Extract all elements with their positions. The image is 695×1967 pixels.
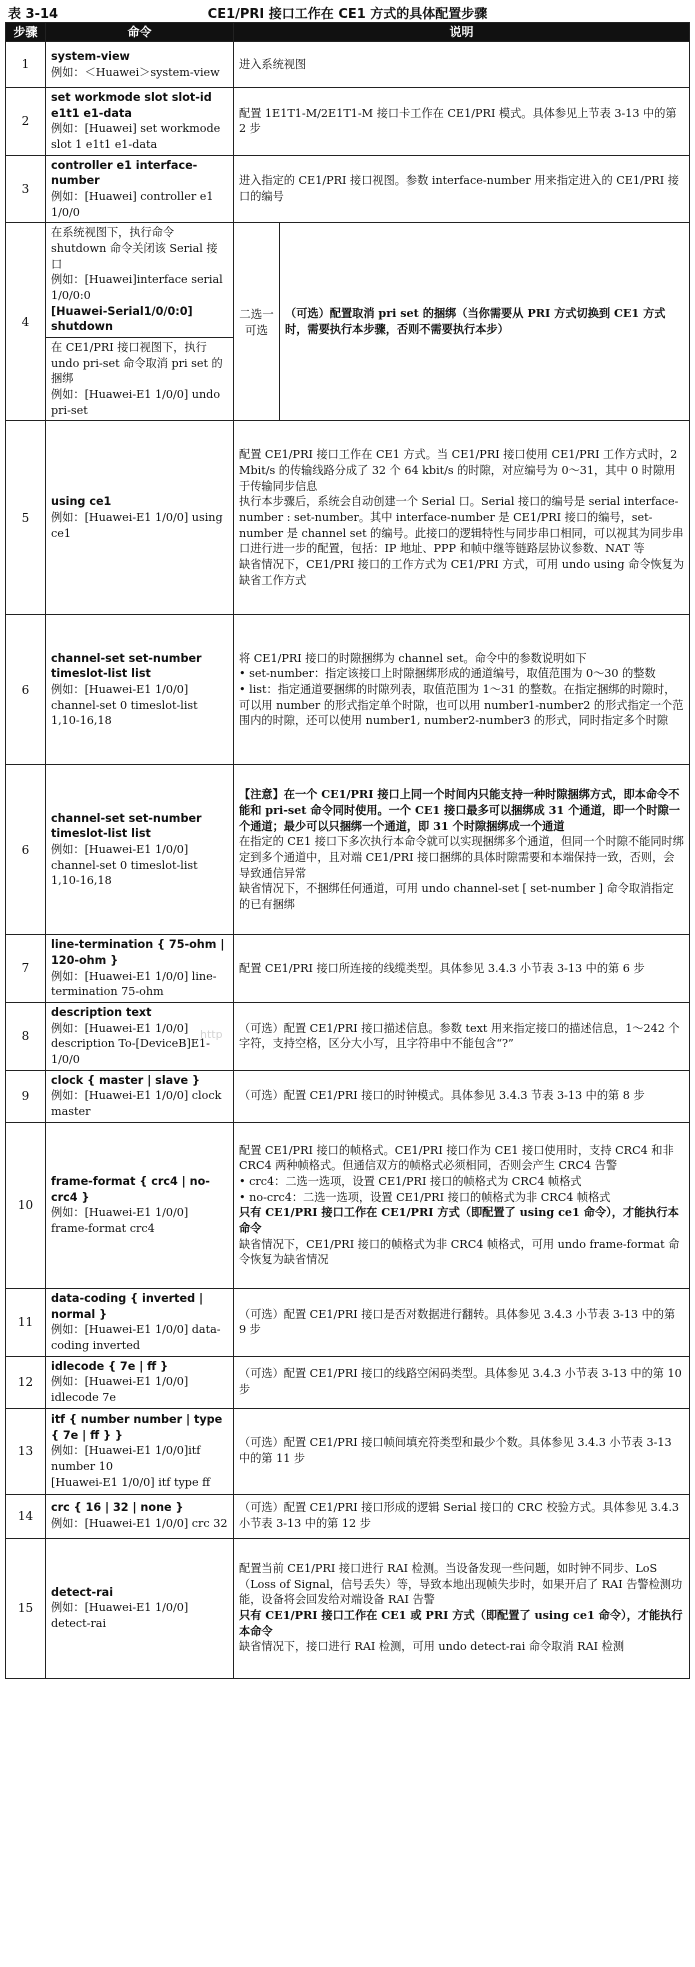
description-cell [234, 1538, 690, 1678]
description-cell [234, 42, 690, 88]
description-text: 只有 CE1/PRI 接口工作在 CE1 或 PRI 方式（即配置了 using ce1 命令），才能执行本命令 [239, 1608, 683, 1638]
table-row [6, 1070, 690, 1122]
description-text: 配置 CE1/PRI 接口工作在 CE1 方式。当 CE1/PRI 接口使用 CE1/PRI 工作方式时，2 Mbit/s 的传输线路分成了 32 个 64 kbit/s 的时隙，对应编号为 0～31，其中 0 时隙用于传输同步信息 [239, 448, 678, 493]
command-cell-option-a [46, 223, 234, 338]
description-cell [234, 88, 690, 156]
description-cell [234, 421, 690, 615]
description-text: 在指定的 CE1 接口下多次执行本命令就可以实现捆绑多个通道，但同一个时隙不能同时绑定到多个通道中，且对端 CE1/PRI 接口捆绑的具体时隙需要和本端保持一致，否则，会导致通信异常 [239, 835, 684, 880]
table-row [6, 615, 690, 765]
description-text: （可选）配置 CE1/PRI 接口是否对数据进行翻转。具体参见 3.4.3 小节表 3-13 中的第 9 步 [239, 1307, 676, 1337]
description-bullet: • set-number：指定该接口上时隙捆绑形成的通道编号，取值范围为 0～30 的整数 [239, 666, 684, 682]
description-text: 配置 1E1T1-M/2E1T1-M 接口卡工作在 CE1/PRI 模式。具体参见上节表 3-13 中的第 2 步 [239, 106, 677, 136]
description-cell [234, 1494, 690, 1538]
command-syntax: channel-set set-number timeslot-list list [51, 811, 202, 841]
table-title [0, 0, 695, 22]
command-cell [46, 1408, 234, 1494]
command-example: 例如：[Huawei-E1 1/0/0] idlecode 7e [51, 1375, 189, 1404]
step-number: 9 [6, 1070, 46, 1122]
command-cell [46, 1288, 234, 1356]
description-text: （可选）配置 CE1/PRI 接口的时钟模式。具体参见 3.4.3 节表 3-13 中的第 8 步 [239, 1089, 645, 1103]
description-bullet: • crc4：二选一选项，设置 CE1/PRI 接口的帧格式为 CRC4 帧格式 [239, 1174, 684, 1190]
command-example: 例如：[Huawei-E1 1/0/0]itf number 10 [51, 1444, 201, 1473]
command-syntax: controller e1 interface-number [51, 158, 198, 188]
command-example: [Huawei-Serial1/0/0:0] shutdown [51, 304, 193, 334]
step-number: 1 [6, 42, 46, 88]
description-text: （可选）配置取消 pri set 的捆绑（当你需要从 PRI 方式切换到 CE1 方式时，需要执行本步骤，否则不需要执行本步） [285, 306, 666, 336]
config-steps-table [5, 22, 690, 1679]
step-number: 6 [6, 615, 46, 765]
command-cell [46, 42, 234, 88]
step-number: 15 [6, 1538, 46, 1678]
description-text: 配置 CE1/PRI 接口的帧格式。CE1/PRI 接口作为 CE1 接口使用时，支持 CRC4 和非 CRC4 两种帧格式。但通信双方的帧格式必须相同，否则会产生 CRC4 告警 [239, 1143, 674, 1173]
step-number: 8 [6, 1003, 46, 1071]
command-example: 例如：[Huawei-E1 1/0/0] data-coding inverted [51, 1323, 221, 1352]
table-row [6, 1122, 690, 1288]
command-syntax: detect-rai [51, 1585, 114, 1599]
step-number: 14 [6, 1494, 46, 1538]
description-cell [234, 935, 690, 1003]
command-example: 例如：[Huawei-E1 1/0/0] clock master [51, 1089, 222, 1119]
command-syntax: set workmode slot slot-id e1t1 e1-data [51, 91, 212, 120]
description-text: 配置 CE1/PRI 接口所连接的线缆类型。具体参见 3.4.3 小节表 3-13 中的第 6 步 [239, 961, 645, 975]
command-syntax: idlecode { 7e | ff } [51, 1359, 169, 1373]
description-text: 缺省情况下，不捆绑任何通道，可用 undo channel-set [ set-number ] 命令取消指定的已有捆绑 [239, 882, 674, 911]
command-example: 例如：[Huawei]interface serial 1/0/0:0 [51, 273, 223, 303]
description-text: （可选）配置 CE1/PRI 接口形成的逻辑 Serial 接口的 CRC 校验方式。具体参见 3.4.3 小节表 3-13 中的第 12 步 [239, 1501, 680, 1531]
description-cell [234, 1408, 690, 1494]
description-text: 进入指定的 CE1/PRI 接口视图。参数 interface-number 用来指定进入的 CE1/PRI 接口的编号 [239, 174, 679, 204]
description-cell [234, 1288, 690, 1356]
description-text: 缺省情况下，接口进行 RAI 检测，可用 undo detect-rai 命令取消 RAI 检测 [239, 1640, 625, 1654]
command-syntax: system-view [51, 49, 130, 63]
step-number: 5 [6, 421, 46, 615]
table-row [6, 42, 690, 88]
command-example: description To-[DeviceB]E1-1/0/0 [51, 1037, 210, 1067]
table-row [6, 935, 690, 1003]
note-text: 【注意】在一个 CE1/PRI 接口上同一个时间内只能支持一种时隙捆绑方式，即本命令不能和 pri-set 命令同时使用。一个 CE1 接口最多可以捆绑成 31 个通道，即一个时隙一个通道；最少可以只捆绑一个通道，即 31 个时隙捆绑成一个通道 [239, 787, 680, 833]
description-text: 执行本步骤后，系统会自动创建一个 Serial 口。Serial 接口的编号是 serial interface-number : set-number。其中 interface-number 是 CE1/PRI 接口的编号，set-number 是 channel set 的编号。此接口的逻辑特性与同步串口相同，可以视其为同步串口进行进一步的配置，包括：IP 地址、PPP 和帧中继等链路层协议参数、NAT 等 [239, 495, 684, 556]
command-example: 例如：＜Huawei＞system-view [51, 65, 220, 79]
command-cell [46, 1538, 234, 1678]
description-cell [234, 1070, 690, 1122]
command-example: 例如：[Huawei-E1 1/0/0] using ce1 [51, 511, 223, 540]
command-example: 例如：[Huawei] set workmode slot 1 e1t1 e1-data [51, 122, 221, 152]
command-example: 例如：[Huawei-E1 1/0/0] [51, 1021, 189, 1035]
command-example: 例如：[Huawei-E1 1/0/0] undo pri-set [51, 388, 221, 417]
command-cell [46, 155, 234, 223]
table-row [6, 1003, 690, 1071]
description-cell [234, 1356, 690, 1408]
description-text: 配置当前 CE1/PRI 接口进行 RAI 检测。当设备发现一些问题，如时钟不同步、LoS（Loss of Signal，信号丢失）等，导致本地出现帧失步时，如果开启了 RAI 告警检测功能，设备将会回发给对端设备 RAI 告警 [239, 1562, 683, 1607]
command-cell [46, 1356, 234, 1408]
command-example: 例如：[Huawei-E1 1/0/0] line-termination 75-ohm [51, 969, 217, 999]
description-cell [234, 155, 690, 223]
command-syntax: channel-set set-number timeslot-list list [51, 651, 202, 681]
step-number: 10 [6, 1122, 46, 1288]
command-cell [46, 1122, 234, 1288]
step-number: 6 [6, 765, 46, 935]
description-text: （可选）配置 CE1/PRI 接口描述信息。参数 text 用来指定接口的描述信息，1～242 个字符，支持空格，区分大小写，且字符串中不能包含“?” [239, 1021, 680, 1051]
watermark-text: http [200, 1028, 223, 1041]
step-number: 12 [6, 1356, 46, 1408]
command-syntax: crc { 16 | 32 | none } [51, 1501, 184, 1515]
description-cell [234, 1003, 690, 1071]
description-text: 将 CE1/PRI 接口的时隙捆绑为 channel set。命令中的参数说明如下 [239, 651, 587, 665]
table-row [6, 765, 690, 935]
command-cell [46, 421, 234, 615]
table-row [6, 1356, 690, 1408]
table-row [6, 88, 690, 156]
choice-label: 二选一可选 [234, 223, 280, 421]
table-row [6, 421, 690, 615]
table-row [6, 1494, 690, 1538]
description-text: 缺省情况下，CE1/PRI 接口的工作方式为 CE1/PRI 方式，可用 undo using 命令恢复为缺省工作方式 [239, 558, 685, 587]
header-description: 说明 [234, 23, 690, 42]
table-header-row [6, 23, 690, 42]
command-cell [46, 765, 234, 935]
command-syntax: frame-format { crc4 | no-crc4 } [51, 1174, 210, 1204]
description-cell [234, 615, 690, 765]
command-syntax: itf { number number | type { 7e | ff } } [51, 1412, 223, 1442]
command-syntax: line-termination { 75-ohm | 120-ohm } [51, 938, 225, 968]
table-row [6, 1538, 690, 1678]
table-row [6, 223, 690, 338]
description-text: 只有 CE1/PRI 接口工作在 CE1/PRI 方式（即配置了 using ce1 命令），才能执行本命令 [239, 1205, 679, 1235]
description-cell [234, 1122, 690, 1288]
command-cell [46, 88, 234, 156]
command-syntax: data-coding { inverted | normal } [51, 1291, 204, 1321]
step-number: 7 [6, 935, 46, 1003]
command-example: 例如：[Huawei-E1 1/0/0] crc 32 [51, 1517, 228, 1531]
table-row [6, 1288, 690, 1356]
command-example: 例如：[Huawei] controller e1 1/0/0 [51, 190, 214, 219]
description-cell [234, 765, 690, 935]
description-bullet: • list：指定通道要捆绑的时隙列表，取值范围为 1～31 的整数。在指定捆绑的时隙时，可以用 number 的形式指定单个时隙，也可以用 number1-number2 的形式指定一个范围内的时隙，还可以使用 number1, number2-number3 的形式，同时指定多个时隙 [239, 682, 684, 729]
command-text: 在 CE1/PRI 接口视图下，执行 undo pri-set 命令取消 pri set 的捆绑 [51, 341, 223, 386]
step-number: 2 [6, 88, 46, 156]
command-cell [46, 1494, 234, 1538]
command-example: 例如：[Huawei-E1 1/0/0] channel-set 0 timeslot-list 1,10-16,18 [51, 843, 198, 888]
command-syntax: clock { master | slave } [51, 1073, 200, 1087]
description-text: （可选）配置 CE1/PRI 接口帧间填充符类型和最少个数。具体参见 3.4.3 小节表 3-13 中的第 11 步 [239, 1436, 672, 1466]
description-bullet: • no-crc4：二选一选项，设置 CE1/PRI 接口的帧格式为非 CRC4 帧格式 [239, 1190, 684, 1206]
header-step: 步骤 [6, 23, 46, 42]
description-text: （可选）配置 CE1/PRI 接口的线路空闲码类型。具体参见 3.4.3 小节表 3-13 中的第 10 步 [239, 1367, 682, 1397]
command-cell [46, 935, 234, 1003]
description-cell [280, 223, 690, 421]
step-number: 4 [6, 223, 46, 421]
table-caption: CE1/PRI 接口工作在 CE1 方式的具体配置步骤 [207, 7, 488, 22]
command-cell [46, 1070, 234, 1122]
step-number: 3 [6, 155, 46, 223]
command-cell-option-b [46, 338, 234, 421]
description-text: 缺省情况下，CE1/PRI 接口的帧格式为非 CRC4 帧格式，可用 undo frame-format 命令恢复为缺省情况 [239, 1237, 680, 1267]
command-example: [Huawei-E1 1/0/0] itf type ff [51, 1475, 211, 1489]
command-example: 例如：[Huawei-E1 1/0/0] detect-rai [51, 1601, 189, 1630]
step-number: 11 [6, 1288, 46, 1356]
table-row [6, 1408, 690, 1494]
command-syntax: description text [51, 1006, 152, 1020]
command-syntax: using ce1 [51, 495, 112, 509]
header-command: 命令 [46, 23, 234, 42]
table-row [6, 155, 690, 223]
description-text: 进入系统视图 [239, 57, 307, 71]
command-text: 在系统视图下，执行命令 shutdown 命令关闭该 Serial 接口 [51, 226, 218, 271]
command-cell [46, 615, 234, 765]
table-number: 表 3-14 [8, 7, 59, 22]
command-example: 例如：[Huawei-E1 1/0/0] frame-format crc4 [51, 1206, 189, 1235]
step-number: 13 [6, 1408, 46, 1494]
command-example: 例如：[Huawei-E1 1/0/0] channel-set 0 timeslot-list 1,10-16,18 [51, 683, 198, 728]
